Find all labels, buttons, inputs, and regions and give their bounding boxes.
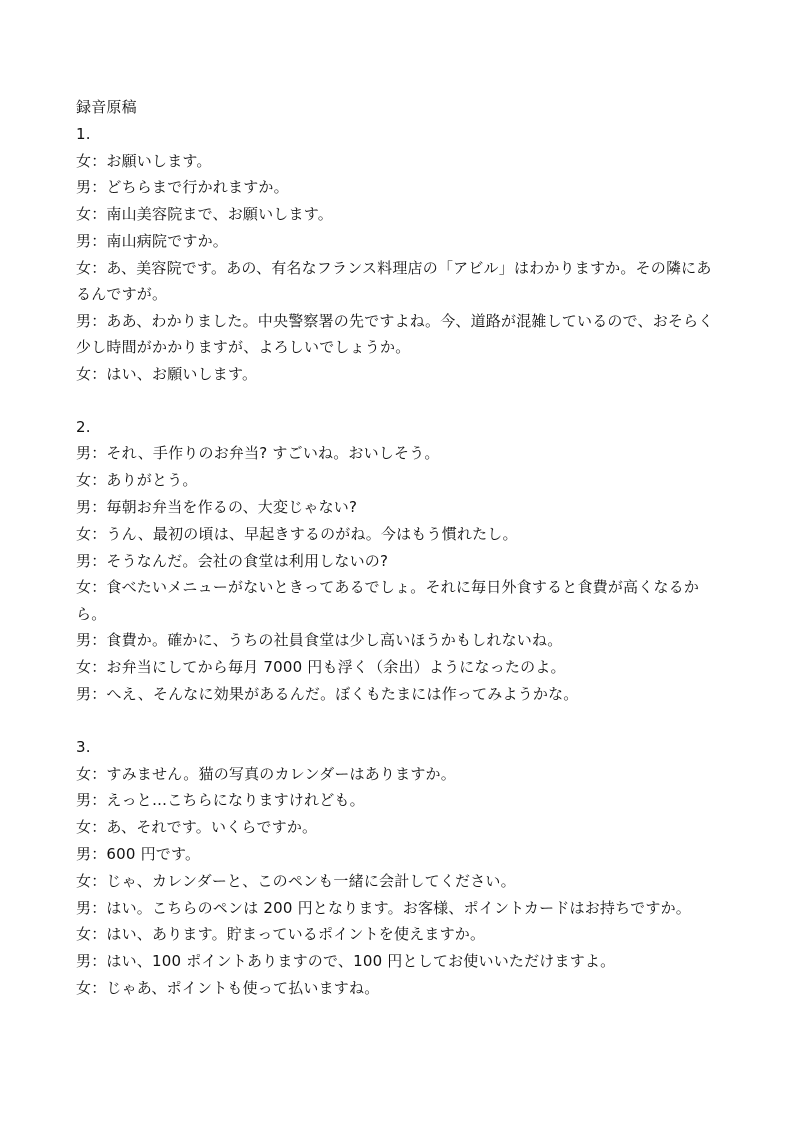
dialogue-line: 男：そうなんだ。会社の食堂は利用しないの? bbox=[76, 551, 389, 570]
section-spacer bbox=[76, 708, 726, 734]
dialogue-line: 男：南山病院ですか。 bbox=[76, 231, 229, 250]
dialogue-line: 女：お弁当にしてから毎月 7000 円も浮く（余出）ようになったのよ。 bbox=[76, 658, 566, 677]
dialogue-line: 女：ありがとう。 bbox=[76, 471, 198, 490]
dialogue-line: 女：じゃ、カレンダーと、このペンも一緒に会計してください。 bbox=[76, 871, 516, 890]
transcript-body bbox=[76, 94, 726, 1002]
dialogue-line: 男：えっと…こちらになりますけれども。 bbox=[76, 791, 365, 810]
dialogue-line: 女：南山美容院まで、お願いします。 bbox=[76, 205, 333, 224]
dialogue-line: 男：毎朝お弁当を作るの、大変じゃない? bbox=[76, 497, 358, 516]
dialogue-line: 女：はい、あります。貯まっているポイントを使えますか。 bbox=[76, 925, 486, 944]
dialogue-line: 男：どちらまで行かれますか。 bbox=[76, 178, 289, 197]
dialogue-line: 女：はい、お願いします。 bbox=[76, 364, 258, 383]
dialogue-line: 女：お願いします。 bbox=[76, 151, 212, 170]
dialogue-line: 女：食べたいメニューがないときってあるでしょ。それに毎日外食すると食費が高くなるから。 bbox=[76, 578, 700, 623]
dialogue-line: 女：じゃあ、ポイントも使って払いますね。 bbox=[76, 978, 380, 997]
dialogue-line: 男：へえ、そんなに効果があるんだ。ぼくもたまには作ってみようかな。 bbox=[76, 684, 579, 703]
section-number: 3. bbox=[76, 737, 91, 756]
dialogue-line: 男：はい、100 ポイントありますので、100 円としてお使いいただけますよ。 bbox=[76, 952, 616, 971]
dialogue-line: 男：それ、手作りのお弁当? すごいね。おいしそう。 bbox=[76, 444, 440, 463]
dialogue-line: 男：ああ、わかりました。中央警察署の先ですよね。今、道路が混雑しているので、おそらく少し時間がかかりますが、よろしいでしょうか。 bbox=[76, 311, 714, 357]
section-spacer bbox=[76, 388, 726, 414]
document-title: 録音原稿 bbox=[76, 98, 137, 116]
dialogue-line: 男：600 円です。 bbox=[76, 844, 201, 863]
dialogue-line: 女：すみません。猫の写真のカレンダーはありますか。 bbox=[76, 764, 456, 783]
dialogue-line: 男：食費か。確かに、うちの社員食堂は少し高いほうかもしれないね。 bbox=[76, 631, 563, 650]
dialogue-line: 女：あ、美容院です。あの、有名なフランス料理店の「アビル」はわかりますか。その隣にあるんですが。 bbox=[76, 258, 712, 304]
dialogue-line: 男：はい。こちらのペンは 200 円となります。お客様、ポイントカードはお持ちですか。 bbox=[76, 898, 691, 917]
section-number: 1. bbox=[76, 124, 91, 143]
section-number: 2. bbox=[76, 417, 91, 436]
dialogue-line: 女：うん、最初の頃は、早起きするのがね。今はもう慣れたし。 bbox=[76, 524, 518, 543]
dialogue-line: 女：あ、それです。いくらですか。 bbox=[76, 818, 318, 837]
